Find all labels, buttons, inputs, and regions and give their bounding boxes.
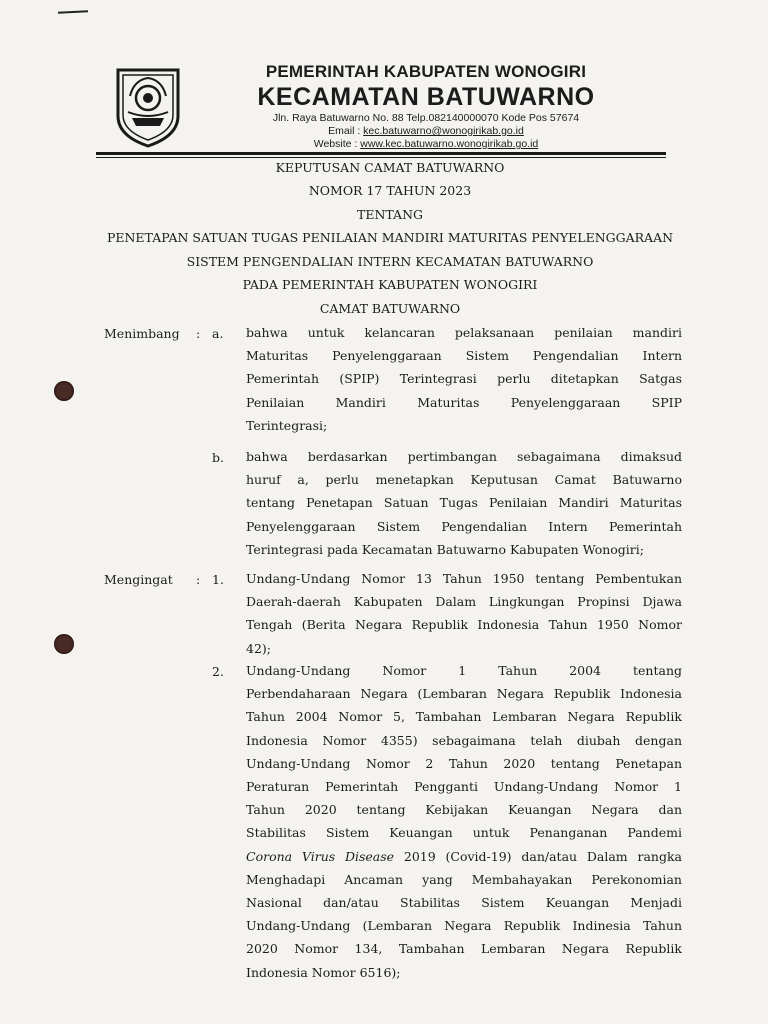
text-line: Tahun 2020 tentang Kebijakan Keuangan Negara dan xyxy=(246,802,682,818)
government-name: PEMERINTAH KABUPATEN WONOGIRI xyxy=(265,62,587,81)
website-label: Website : xyxy=(313,138,361,150)
text-line: Peraturan Pemerintah Pengganti Undang-Undang Nomor 1 xyxy=(246,779,682,795)
menimbang-colon: : xyxy=(196,326,201,341)
address: Jln. Raya Batuwarno No. 88 Telp.082140000070 Kode Pos 57674 xyxy=(272,112,580,124)
text-line: 2020 Nomor 134, Tambahan Lembaran Negara Republik xyxy=(246,941,682,957)
text-line: bahwa untuk kelancaran pelaksanaan penilaian mandiri xyxy=(246,325,682,340)
text-line: huruf a, perlu menetapkan Keputusan Camat Batuwarno xyxy=(246,472,682,488)
text-line: Maturitas Penyelenggaraan Sistem Pengendalian Intern xyxy=(246,348,682,364)
text-line: Undang-Undang Nomor 1 Tahun 2004 tentang xyxy=(246,663,682,678)
text-line: Terintegrasi pada Kecamatan Batuwarno Kabupaten Wonogiri; xyxy=(246,541,644,557)
text-line: 42); xyxy=(246,640,271,656)
text-line: Tengah (Berita Negara Republik Indonesia Tahun 1950 Nomor xyxy=(246,617,682,633)
text-line: Undang-Undang (Lembaran Negara Republik Indinesia Tahun xyxy=(246,918,682,934)
mengingat-label: Mengingat xyxy=(104,572,173,587)
item-marker: b. xyxy=(212,450,224,465)
decree-subject-line: SISTEM PENGENDALIAN INTERN KECAMATAN BATUWARNO xyxy=(186,254,594,269)
text-line: Undang-Undang Nomor 2 Tahun 2020 tentang Penetapan xyxy=(246,755,682,771)
text-line: bahwa berdasarkan pertimbangan sebagaimana dimaksud xyxy=(246,449,682,464)
text-line: Menghadapi Ancaman yang Membahayakan Perekonomian xyxy=(246,871,682,887)
district-name: KECAMATAN BATUWARNO xyxy=(257,83,595,111)
mengingat-colon: : xyxy=(196,572,201,587)
item-marker: a. xyxy=(212,326,224,341)
text-line: Penyelenggaraan Sistem Pengendalian Intern Pemerintah xyxy=(246,518,682,534)
text-line: Nasional dan/atau Stabilitas Sistem Keuangan Menjadi xyxy=(246,895,682,911)
decree-number: NOMOR 17 TAHUN 2023 xyxy=(308,183,472,198)
menimbang-label: Menimbang xyxy=(104,326,180,341)
text-line: tentang Penetapan Satuan Tugas Penilaian Mandiri Maturitas xyxy=(246,495,682,511)
email-line xyxy=(196,125,656,138)
website-line xyxy=(196,138,656,151)
decree-issuer: CAMAT BATUWARNO xyxy=(319,301,461,316)
decree-subject-line: PENETAPAN SATUAN TUGAS PENILAIAN MANDIRI MATURITAS PENYELENGGARAAN xyxy=(106,230,674,245)
decree-about: TENTANG xyxy=(356,207,423,222)
menimbang-item-b xyxy=(246,445,682,561)
item-marker: 1. xyxy=(212,572,224,587)
text-line: Pemerintah (SPIP) Terintegrasi perlu ditetapkan Satgas xyxy=(246,371,682,387)
letterhead xyxy=(196,62,656,151)
wonogiri-emblem-icon xyxy=(114,66,182,148)
website-link[interactable]: www.kec.batuwarno.wonogirikab.go.id xyxy=(360,138,539,150)
decree-subject-line: PADA PEMERINTAH KABUPATEN WONOGIRI xyxy=(242,277,538,292)
letterhead-rule-thin xyxy=(96,157,666,158)
text-line: Tahun 2004 Nomor 5, Tambahan Lembaran Negara Republik xyxy=(246,709,682,725)
text-line: Corona Virus Disease 2019 (Covid-19) dan/atau Dalam rangka xyxy=(246,848,682,864)
text-line: Indonesia Nomor 6516); xyxy=(246,964,401,980)
letterhead-rule xyxy=(96,152,666,155)
text-line: Terintegrasi; xyxy=(246,417,328,433)
text-line: Penilaian Mandiri Maturitas Penyelenggaraan SPIP xyxy=(246,394,682,410)
text-line: Daerah-daerah Kabupaten Dalam Lingkungan Propinsi Djawa xyxy=(246,594,682,610)
pen-mark xyxy=(58,10,88,14)
email-label: Email : xyxy=(328,125,364,137)
decree-title: KEPUTUSAN CAMAT BATUWARNO xyxy=(275,160,505,175)
email-link[interactable]: kec.batuwarno@wonogirikab.go.id xyxy=(363,125,524,137)
text-line: Indonesia Nomor 4355) sebagaimana telah diubah dengan xyxy=(246,732,682,748)
punch-hole xyxy=(54,381,74,401)
text-line: Perbendaharaan Negara (Lembaran Negara Republik Indonesia xyxy=(246,686,682,702)
text-line: Stabilitas Sistem Keuangan untuk Penanganan Pandemi xyxy=(246,825,682,841)
menimbang-item-a xyxy=(246,321,682,437)
mengingat-item-2 xyxy=(246,659,682,984)
item-marker: 2. xyxy=(212,664,224,679)
punch-hole xyxy=(54,634,74,654)
mengingat-item-1 xyxy=(246,567,682,660)
text-line: Undang-Undang Nomor 13 Tahun 1950 tentang Pembentukan xyxy=(246,571,682,586)
